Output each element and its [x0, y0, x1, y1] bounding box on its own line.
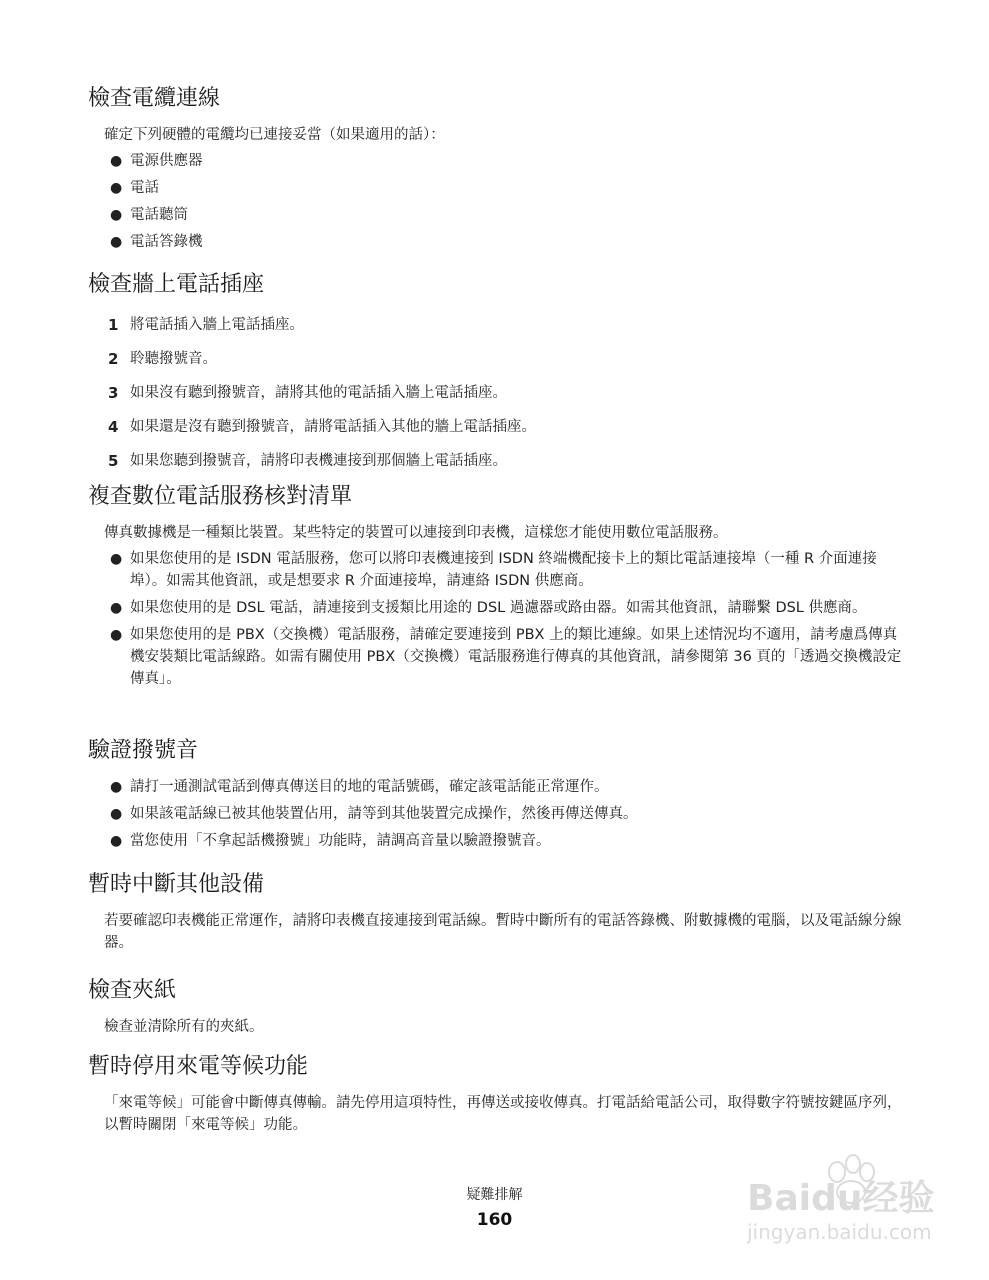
bullet-icon: ● — [110, 600, 123, 616]
section-intro: 傳真數據機是一種類比裝置。某些特定的裝置可以連接到印表機，這樣您才能使用數位電話服務。 — [104, 525, 728, 541]
section-intro: 確定下列硬體的電纜均已連接妥當（如果適用的話）： — [104, 127, 445, 143]
section-title: 檢查牆上電話插座 — [88, 272, 265, 297]
bullet-icon: ● — [110, 234, 123, 250]
page-content — [88, 84, 903, 1140]
list-item: ● 請打一通測試電話到傳真傳送目的地的電話號碼，確定該電話能正常運作。 — [104, 776, 903, 798]
section-check-wall-jack — [88, 270, 903, 482]
bullet-list — [88, 150, 903, 253]
section-title: 暫時停用來電等候功能 — [88, 1054, 309, 1079]
list-item: ● 如果您使用的是 ISDN 電話服務，您可以將印表機連接到 ISDN 終端機配接卡上的類比電話連接埠（一種 R 介面連接埠）。如需其他資訊，或是想要求 R 介面連接埠，請連絡 ISDN 供應商。 — [104, 548, 903, 592]
section-intro: 「來電等候」可能會中斷傳真傳輸。請先停用這項特性，再傳送或接收傳真。打電話給電話公司，取得數字符號按鍵區序列，以暫時關閉「來電等候」功能。 — [104, 1095, 902, 1133]
section-title: 暫時中斷其他設備 — [88, 872, 265, 897]
bullet-icon: ● — [110, 551, 123, 567]
bullet-icon: ● — [110, 207, 123, 223]
bullet-icon: ● — [110, 806, 123, 822]
list-item: 1 將電話插入牆上電話插座。 — [108, 316, 304, 334]
section-disable-call-waiting — [88, 1052, 903, 1136]
list-item: ● 如果您使用的是 PBX（交換機）電話服務，請確定要連接到 PBX 上的類比連線。如果上述情況均不適用，請考慮爲傳真機安裝類比電話線路。如需有關使用 PBX（交換機）電話服務進行傳真的其他資訊，請參閱第 36 頁的「透過交換機設定傳真」。 — [104, 624, 903, 690]
bullet-list — [88, 776, 903, 852]
footer-chapter-label: 疑難排解 — [466, 1187, 523, 1203]
bullet-list — [88, 548, 903, 690]
list-item: ● 電源供應器 — [104, 150, 903, 172]
section-title: 檢查電纜連線 — [88, 86, 221, 111]
list-item: 4 如果還是沒有聽到撥號音，請將電話插入其他的牆上電話插座。 — [108, 418, 536, 436]
section-title: 驗證撥號音 — [88, 738, 199, 763]
section-check-paper-jam — [88, 976, 903, 1052]
list-item: 2 聆聽撥號音。 — [108, 350, 217, 368]
section-check-cables — [88, 84, 903, 270]
list-item: ● 電話 — [104, 177, 903, 199]
section-digital-phone-checklist — [88, 482, 903, 736]
page-number: 160 — [476, 1210, 513, 1230]
list-item: ● 電話聽筒 — [104, 204, 903, 226]
section-intro: 若要確認印表機能正常運作，請將印表機直接連接到電話線。暫時中斷所有的電話答錄機、附數據機的電腦，以及電話線分線器。 — [104, 913, 902, 951]
section-intro: 檢查並清除所有的夾紙。 — [104, 1019, 264, 1035]
section-title: 複查數位電話服務核對清單 — [88, 484, 353, 509]
list-item: ● 如果您使用的是 DSL 電話，請連接到支援類比用途的 DSL 過濾器或路由器。如需其他資訊，請聯繫 DSL 供應商。 — [104, 597, 903, 619]
section-title: 檢查夾紙 — [88, 978, 177, 1003]
list-item: 3 如果沒有聽到撥號音，請將其他的電話插入牆上電話插座。 — [108, 384, 507, 402]
section-verify-dial-tone — [88, 736, 903, 870]
step-list — [88, 314, 903, 472]
section-disconnect-equipment — [88, 870, 903, 976]
watermark — [717, 1150, 967, 1250]
bullet-icon: ● — [110, 627, 123, 643]
list-item: 5 如果您聽到撥號音，請將印表機連接到那個牆上電話插座。 — [108, 452, 507, 470]
bullet-icon: ● — [110, 779, 123, 795]
watermark-brand: Baidu经验 — [747, 1178, 935, 1219]
bullet-icon: ● — [110, 153, 123, 169]
bullet-icon: ● — [110, 833, 123, 849]
list-item: ● 如果該電話線已被其他裝置佔用，請等到其他裝置完成操作，然後再傳送傳真。 — [104, 803, 903, 825]
list-item: ● 電話答錄機 — [104, 231, 903, 253]
bullet-icon: ● — [110, 180, 123, 196]
watermark-url: jingyan.baidu.com — [747, 1220, 932, 1244]
list-item: ● 當您使用「不拿起話機撥號」功能時，請調高音量以驗證撥號音。 — [104, 830, 903, 852]
